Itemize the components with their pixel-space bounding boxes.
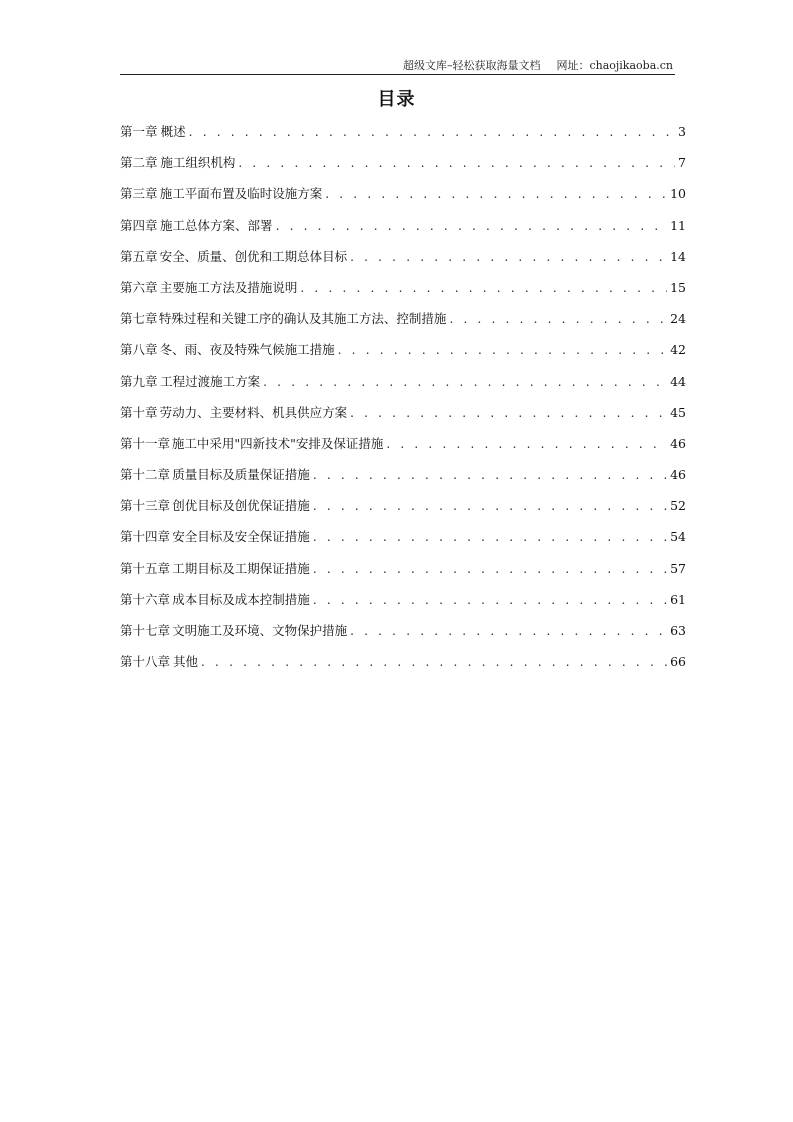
toc-dot-leader	[189, 122, 675, 142]
toc-dot-leader	[313, 527, 667, 547]
toc-dot-leader	[300, 278, 667, 298]
toc-page-number: 10	[670, 186, 686, 202]
toc-entry[interactable]	[120, 621, 686, 652]
toc-entry[interactable]	[120, 184, 686, 215]
toc-chapter-number: 第七章	[120, 311, 158, 327]
toc-entry[interactable]	[120, 527, 686, 558]
toc-chapter-number: 第十七章	[120, 623, 171, 638]
toc-chapter-number: 第十四章	[120, 529, 171, 545]
toc-chapter-number: 第一章	[120, 124, 158, 139]
toc-page-number: 45	[670, 404, 686, 420]
toc-dot-leader	[276, 216, 668, 236]
toc-entry[interactable]	[120, 403, 686, 434]
toc-entry[interactable]	[120, 372, 686, 403]
toc-dot-leader	[313, 465, 667, 485]
toc-page-number: 66	[670, 654, 686, 670]
toc-dot-leader	[313, 496, 667, 516]
page-header	[120, 56, 675, 75]
toc-dot-leader	[350, 247, 667, 267]
toc-entry[interactable]	[120, 496, 686, 527]
toc-entry[interactable]	[120, 153, 686, 184]
table-of-contents	[120, 122, 686, 683]
toc-dot-leader	[449, 309, 667, 329]
toc-page-number: 46	[670, 435, 686, 451]
toc-entry[interactable]	[120, 465, 686, 496]
toc-chapter-title: 文明施工及环境、文物保护措施	[172, 623, 348, 638]
toc-dot-leader	[325, 184, 667, 204]
toc-chapter-title: 主要施工方法及措施说明	[159, 279, 298, 295]
toc-page-number: 11	[670, 217, 686, 233]
toc-chapter-title: 施工平面布置及临时设施方案	[159, 186, 323, 202]
toc-chapter-number: 第十六章	[120, 591, 171, 607]
toc-page-number: 46	[670, 467, 686, 483]
toc-page-number: 61	[670, 591, 686, 607]
toc-page-number: 42	[670, 342, 686, 358]
toc-chapter-title: 成本目标及成本控制措施	[172, 591, 310, 607]
toc-page-number: 14	[670, 248, 686, 264]
toc-entry[interactable]	[120, 590, 686, 621]
toc-dot-leader	[338, 340, 667, 360]
toc-dot-leader	[350, 621, 667, 641]
toc-chapter-title: 工期目标及工期保证措施	[172, 560, 310, 576]
toc-chapter-number: 第十二章	[120, 467, 171, 483]
toc-entry[interactable]	[120, 216, 686, 247]
toc-chapter-title: 工程过渡施工方案	[160, 373, 261, 389]
toc-page-number: 15	[670, 279, 686, 295]
toc-dot-leader	[238, 153, 675, 173]
toc-chapter-number: 第十八章	[120, 654, 171, 670]
toc-chapter-number: 第三章	[120, 186, 158, 202]
toc-entry[interactable]	[120, 122, 686, 153]
toc-entry[interactable]	[120, 247, 686, 278]
toc-dot-leader	[350, 403, 667, 423]
header-text	[403, 57, 673, 73]
toc-page-number: 54	[670, 529, 686, 545]
toc-dot-leader	[386, 434, 667, 454]
toc-chapter-number: 第九章	[120, 373, 158, 389]
header-site-name: 超级文库–轻松获取海量文档	[402, 59, 541, 72]
toc-chapter-number: 第二章	[120, 155, 158, 171]
toc-chapter-number: 第四章	[120, 217, 158, 233]
toc-chapter-title: 特殊过程和关键工序的确认及其施工方法、控制措施	[158, 311, 447, 327]
toc-chapter-number: 第八章	[120, 342, 158, 358]
toc-page-number: 3	[678, 124, 686, 139]
toc-chapter-title: 安全、质量、创优和工期总体目标	[159, 248, 348, 264]
toc-chapter-title: 安全目标及安全保证措施	[172, 529, 310, 545]
toc-chapter-number: 第六章	[120, 279, 158, 295]
toc-entry[interactable]	[120, 559, 686, 590]
toc-chapter-title: 创优目标及创优保证措施	[172, 498, 310, 514]
toc-dot-leader	[313, 559, 667, 579]
toc-entry[interactable]	[120, 309, 686, 340]
toc-page-number: 52	[670, 498, 686, 514]
header-url-label: 网址：chaojikaoba.cn	[556, 59, 673, 72]
toc-page-number: 63	[670, 623, 686, 638]
toc-entry[interactable]	[120, 340, 686, 371]
toc-chapter-number: 第十章	[120, 404, 158, 420]
toc-chapter-number: 第十一章	[120, 435, 171, 451]
toc-chapter-title: 施工中采用"四新技术"安排及保证措施	[171, 435, 384, 451]
toc-page-number: 57	[670, 560, 686, 576]
toc-entry[interactable]	[120, 278, 686, 309]
toc-chapter-title: 施工组织机构	[160, 155, 236, 171]
toc-chapter-title: 概述	[160, 124, 186, 139]
toc-entry[interactable]	[120, 652, 686, 683]
page-title: 目录	[377, 89, 416, 110]
toc-dot-leader	[313, 590, 667, 610]
toc-chapter-title: 冬、雨、夜及特殊气候施工措施	[159, 342, 335, 358]
toc-chapter-title: 劳动力、主要材料、机具供应方案	[159, 404, 348, 420]
toc-chapter-number: 第十五章	[120, 560, 171, 576]
toc-chapter-title: 其他	[173, 654, 199, 670]
toc-page-number: 7	[678, 155, 686, 171]
toc-chapter-number: 第十三章	[120, 498, 171, 514]
toc-page-number: 44	[670, 373, 686, 389]
toc-chapter-number: 第五章	[120, 248, 158, 264]
toc-dot-leader	[263, 372, 667, 392]
toc-dot-leader	[201, 652, 667, 672]
toc-page-number: 24	[670, 311, 686, 327]
toc-entry[interactable]	[120, 434, 686, 465]
toc-chapter-title: 质量目标及质量保证措施	[172, 467, 310, 483]
toc-chapter-title: 施工总体方案、部署	[160, 217, 273, 233]
